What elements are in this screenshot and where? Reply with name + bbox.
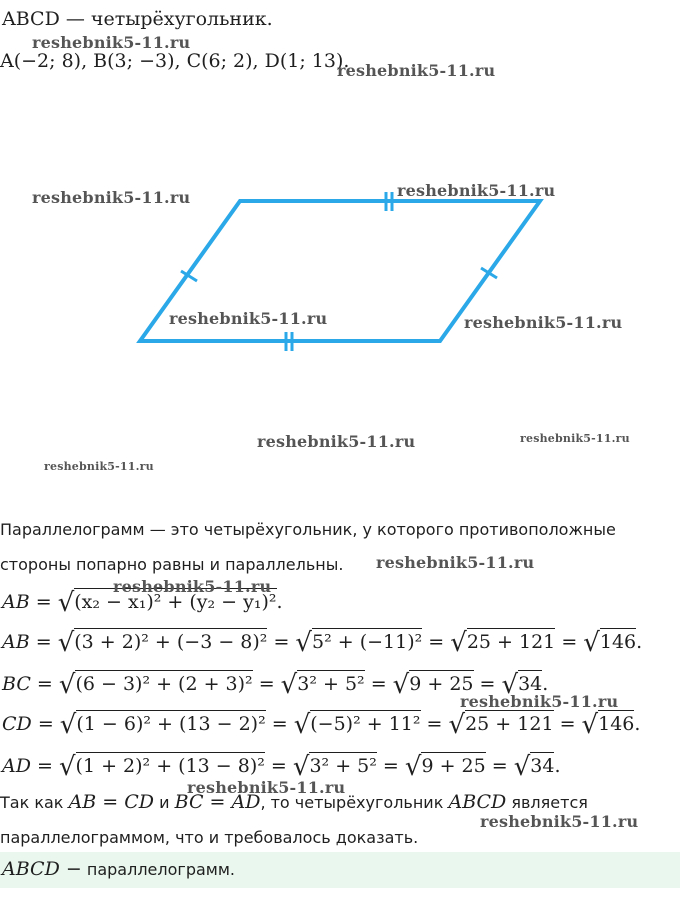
answer-text: параллелограмм. xyxy=(86,860,236,879)
conclusion-pre: Так как xyxy=(0,793,64,812)
watermark: reshebnik5-11.ru xyxy=(460,692,619,711)
conclusion-mid: и xyxy=(159,793,170,812)
conclusion-post: , то четырёхугольник xyxy=(260,793,444,812)
conclusion-line-2: параллелограммом, что и требовалось доказать. xyxy=(0,828,419,847)
sqrt-step-3: 25 + 121 xyxy=(465,710,553,735)
formula-ad: AD = √(1 + 2)² + (13 − 8)² = √3² + 5² = √9 + 25 = √34. xyxy=(2,752,561,782)
sqrt-step-3: 9 + 25 xyxy=(421,752,485,777)
sqrt-step-1: (6 − 3)² + (2 + 3)² xyxy=(75,670,252,695)
sqrt-sign: √ xyxy=(59,710,77,740)
sqrt-sign: √ xyxy=(448,710,466,740)
formula-general: AB = √(x₂ − x₁)² + (y₂ − y₁)². xyxy=(2,588,283,618)
sqrt-step-4: 146 xyxy=(600,628,636,653)
sqrt-step-2: (−5)² + 11² xyxy=(310,710,420,735)
definition-line-2: стороны попарно равны и параллельны. xyxy=(0,555,344,574)
watermark: reshebnik5-11.ru xyxy=(376,553,535,572)
watermark: reshebnik5-11.ru xyxy=(464,313,623,332)
sqrt-step-1: (1 − 6)² + (13 − 2)² xyxy=(76,710,265,735)
formula-end: . xyxy=(542,673,549,695)
parallelogram-figure xyxy=(0,180,680,370)
sqrt-sign: √ xyxy=(58,670,76,700)
formula-end: . xyxy=(276,591,283,613)
formula-end: . xyxy=(634,713,641,735)
sqrt-step-2: 5² + (−11)² xyxy=(312,628,422,653)
watermark: reshebnik5-11.ru xyxy=(257,432,416,451)
sqrt-sign: √ xyxy=(392,670,410,700)
formula-lhs: CD xyxy=(2,713,32,735)
sqrt-step-4: 34 xyxy=(518,670,542,695)
sqrt-step-4: 146 xyxy=(598,710,634,735)
sqrt-sign: √ xyxy=(295,628,312,658)
answer-math: ABCD − xyxy=(2,858,82,880)
sqrt-step-2: 3² + 5² xyxy=(297,670,364,695)
sqrt-step-3: 9 + 25 xyxy=(409,670,473,695)
answer-box xyxy=(0,852,680,888)
formula-lhs: BC xyxy=(2,673,31,695)
watermark: reshebnik5-11.ru xyxy=(480,812,639,831)
formula-lhs: AB xyxy=(2,631,30,653)
statement-text: ABCD — четырёхугольник. xyxy=(2,8,273,30)
sqrt-content: (x₂ − x₁)² + (y₂ − y₁)² xyxy=(74,588,276,613)
sqrt-sign: √ xyxy=(581,710,599,740)
sqrt-step-1: (3 + 2)² + (−3 − 8)² xyxy=(74,628,267,653)
sqrt-sign: √ xyxy=(58,752,76,782)
sqrt-sign: √ xyxy=(293,710,311,740)
formula-lhs: AB xyxy=(2,591,30,613)
sqrt-step-2: 3² + 5² xyxy=(309,752,376,777)
definition-line-1: Параллелограмм — это четырёхугольник, у которого противоположные xyxy=(0,520,616,539)
watermark: reshebnik5-11.ru xyxy=(169,309,328,328)
watermark: reshebnik5-11.ru xyxy=(113,577,272,596)
conclusion-end: является xyxy=(511,793,588,812)
sqrt-step-1: (1 + 2)² + (13 − 8)² xyxy=(76,752,265,777)
sqrt-sign: √ xyxy=(501,670,519,700)
conclusion-name: ABCD xyxy=(448,791,507,813)
conclusion-eq-2: BC = AD xyxy=(174,791,261,813)
points-list: A(−2; 8), B(3; −3), C(6; 2), D(1; 13). xyxy=(0,50,350,72)
sqrt-sign: √ xyxy=(57,588,75,618)
formula-bc: BC = √(6 − 3)² + (2 + 3)² = √3² + 5² = √9 + 25 = √34. xyxy=(2,670,549,700)
formula-cd: CD = √(1 − 6)² + (13 − 2)² = √(−5)² + 11² = √25 + 121 = √146. xyxy=(2,710,641,740)
sqrt-sign: √ xyxy=(583,628,600,658)
formula-end: . xyxy=(636,631,643,653)
sqrt-sign: √ xyxy=(57,628,75,658)
sqrt-sign: √ xyxy=(513,752,531,782)
watermark: reshebnik5-11.ru xyxy=(32,33,191,52)
watermark: reshebnik5-11.ru xyxy=(397,181,556,200)
sqrt-sign: √ xyxy=(292,752,310,782)
problem-statement xyxy=(2,8,273,30)
formula-end: . xyxy=(554,755,561,777)
sqrt-sign: √ xyxy=(404,752,422,782)
answer-content xyxy=(2,858,235,880)
sqrt-sign: √ xyxy=(450,628,467,658)
watermark: reshebnik5-11.ru xyxy=(187,778,346,797)
sqrt-sign: √ xyxy=(280,670,298,700)
conclusion-eq-1: AB = CD xyxy=(68,791,155,813)
watermark: reshebnik5-11.ru xyxy=(44,460,154,473)
formula-lhs: AD xyxy=(2,755,31,777)
sqrt-step-3: 25 + 121 xyxy=(467,628,555,653)
watermark: reshebnik5-11.ru xyxy=(337,61,496,80)
watermark: reshebnik5-11.ru xyxy=(520,432,630,445)
formula-ab: AB = √(3 + 2)² + (−3 − 8)² = √5² + (−11)² = √25 + 121 = √146. xyxy=(2,628,643,658)
watermark: reshebnik5-11.ru xyxy=(32,188,191,207)
sqrt-step-4: 34 xyxy=(530,752,554,777)
